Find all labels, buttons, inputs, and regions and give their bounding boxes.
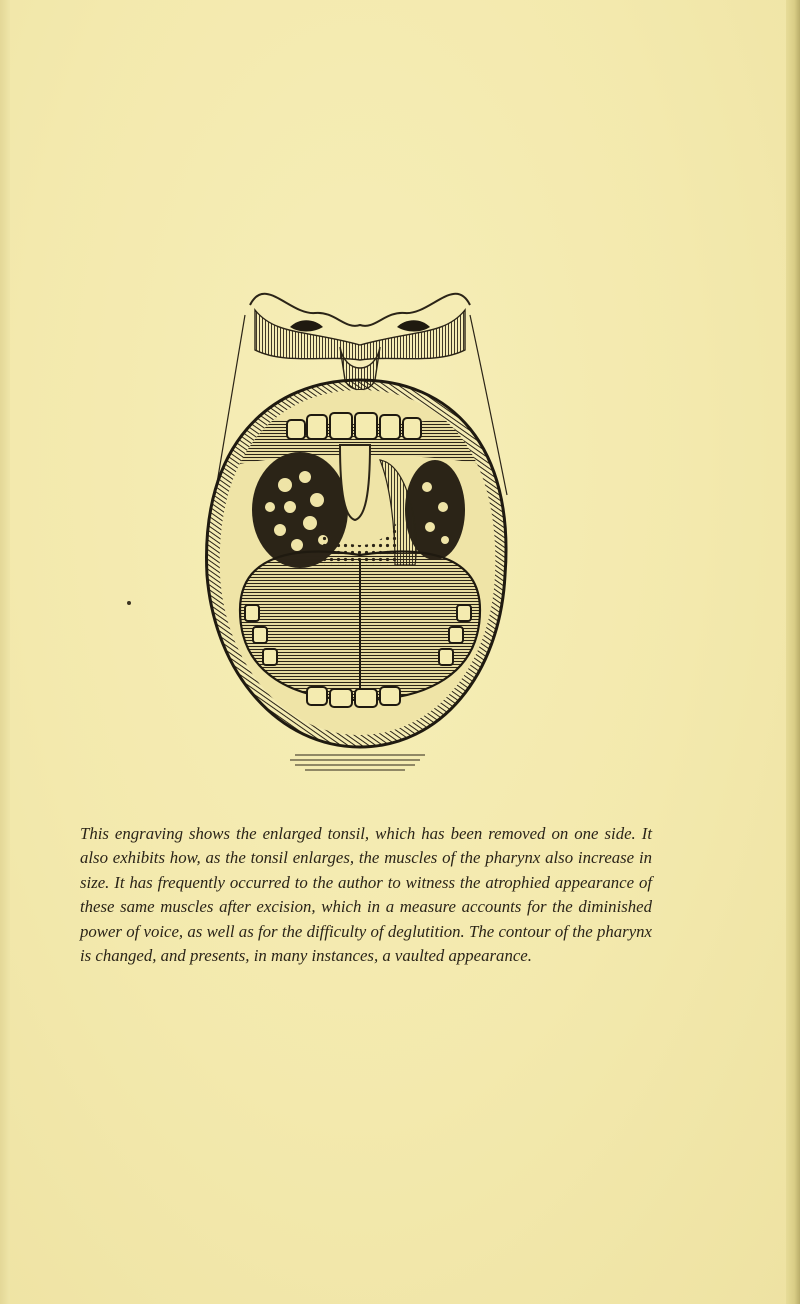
- page-left-edge: [0, 0, 10, 1304]
- ink-speck: [127, 601, 131, 605]
- engraving-caption: This engraving shows the enlarged tonsil, which has been removed on one side. It also exhibits how, as the tonsil enlarges, the muscles of the pharynx also increase in size. It has frequently occurred to the author to witness the atrophied appearance of these same muscles after excision, which in a measure accounts for the diminished power of voice, as well as for the difficulty of deglutition. The contour of the pharynx is changed, and presents, in many instances, a vaulted appearance.: [80, 824, 652, 966]
- page-right-edge: [786, 0, 800, 1304]
- chin-hatching: [290, 755, 425, 770]
- open-mouth-engraving: [195, 255, 525, 775]
